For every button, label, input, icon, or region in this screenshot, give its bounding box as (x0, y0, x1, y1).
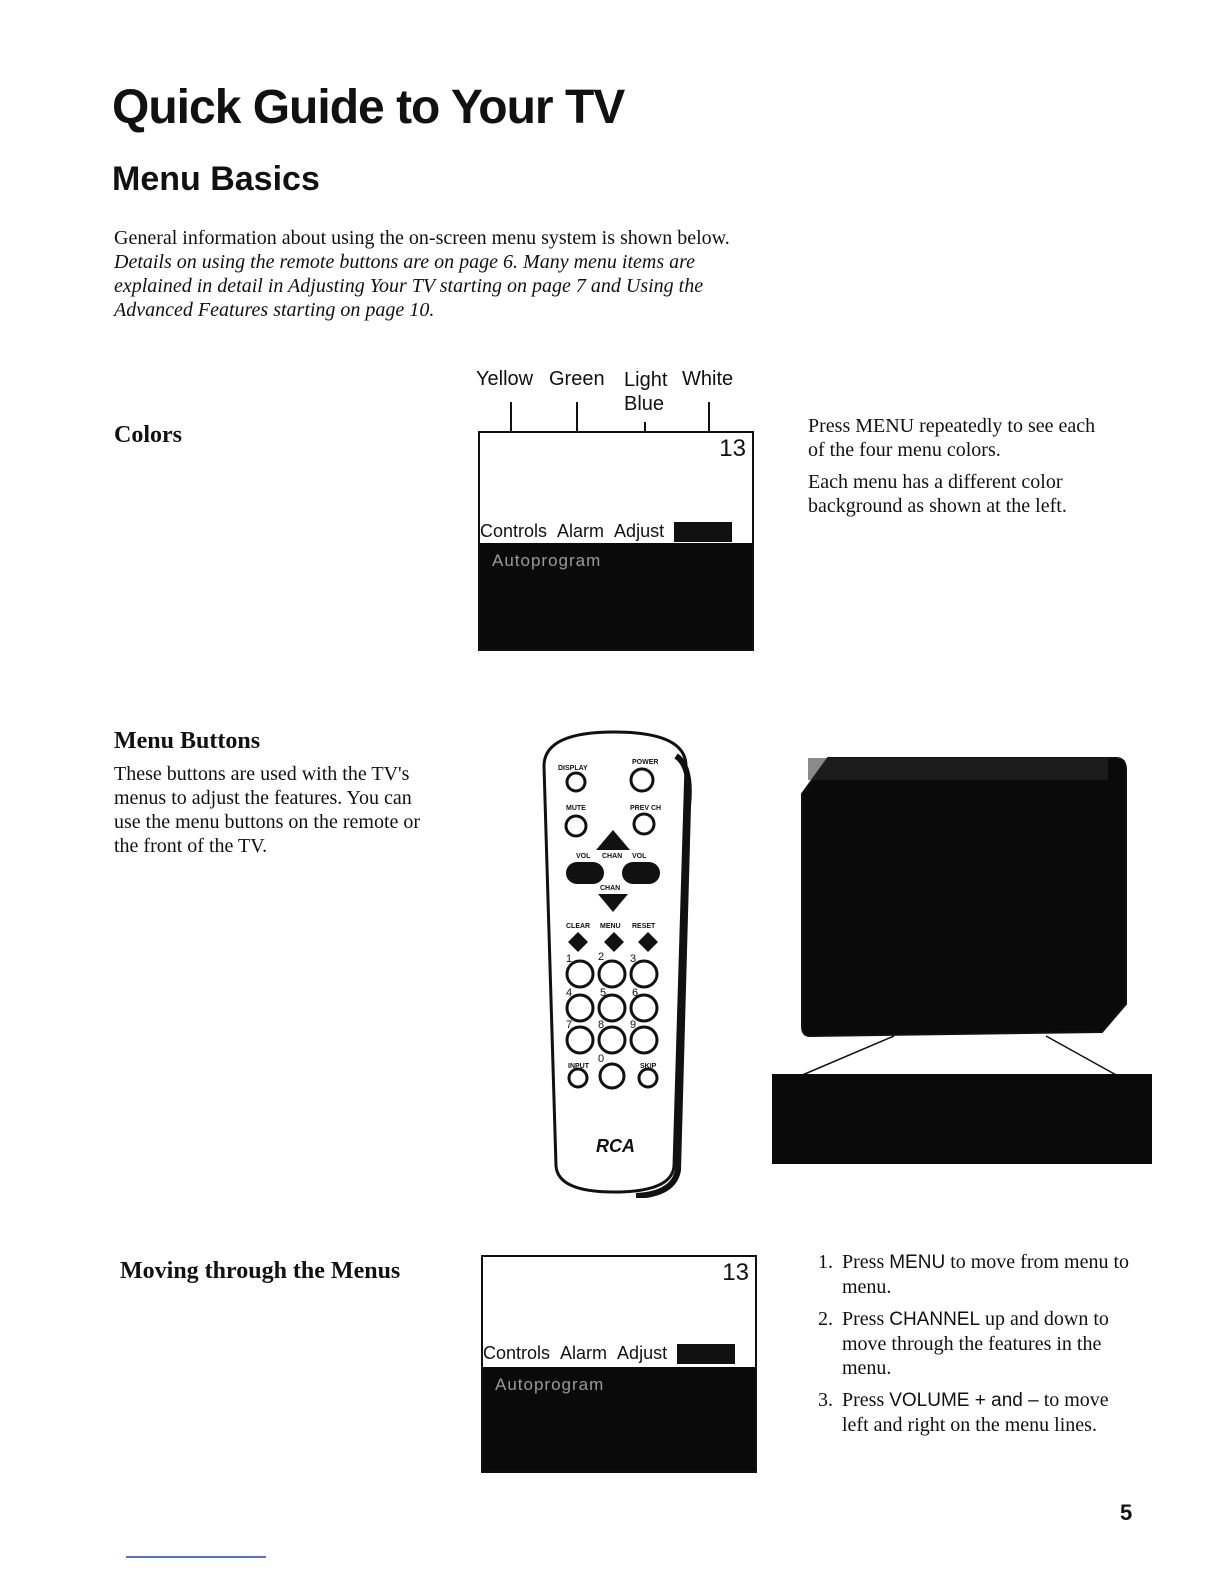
remote-label-reset: RESET (632, 923, 656, 930)
moving-menu-screen (481, 1255, 757, 1473)
color-label-green: Green (549, 368, 605, 390)
menu-item-autoprogram: Autoprogram (492, 551, 602, 570)
color-label-white: White (682, 368, 734, 390)
digit-label-3: 3 (630, 953, 637, 965)
tv-front-panel (772, 1074, 1152, 1164)
tv-illustration (770, 754, 1154, 1166)
tab-controls: Controls (480, 521, 548, 541)
remote-label-vol-right: VOL (632, 853, 647, 860)
vol-up-button[interactable] (622, 862, 660, 884)
color-label-light-blue: Light Blue (624, 369, 668, 415)
tab-alarm: Alarm (557, 521, 605, 541)
remote-control (536, 726, 696, 1198)
remote-label-power: POWER (632, 759, 659, 766)
digit-label-5: 5 (600, 987, 607, 999)
step-2: 2. Press CHANNEL up and down to move through the features in the menu. (838, 1307, 1136, 1380)
remote-label-clear: CLEAR (566, 923, 591, 930)
tab-adjust: Adjust (617, 1343, 668, 1363)
digit-label-8: 8 (598, 1019, 605, 1031)
step-3: 3. Press VOLUME + and – to move left and right on the menu lines. (838, 1388, 1136, 1437)
section-title: Menu Basics (112, 160, 320, 198)
footer-rule (126, 1556, 266, 1558)
channel-number: 13 (722, 1259, 749, 1286)
vol-down-button[interactable] (566, 862, 604, 884)
remote-label-skip: SKIP (640, 1063, 657, 1070)
digit-label-6: 6 (632, 987, 639, 999)
digit-label-7: 7 (566, 1019, 573, 1031)
intro-italic: Details on using the remote buttons are on page 6. Many menu items are explained in detail in Adjusting Your TV starting on page 7 and Using the Advanced Features starting on page 10. (114, 251, 704, 321)
tab-alarm: Alarm (560, 1343, 608, 1363)
menu-body (483, 1367, 755, 1471)
channel-number: 13 (719, 435, 746, 462)
step-1: 1. Press MENU to move from menu to menu. (838, 1250, 1136, 1299)
tab-selected (677, 1344, 735, 1364)
menu-buttons-text: These buttons are used with the TV's menus to adjust the features. You can use the menu buttons on the remote or the front of the TV. (114, 763, 421, 857)
moving-heading: Moving through the Menus (120, 1258, 401, 1284)
remote-label-vol-left: VOL (576, 853, 591, 860)
intro-plain: General information about using the on-screen menu system is shown below. (114, 227, 730, 249)
colors-menu-screen (478, 431, 754, 651)
color-label-yellow: Yellow (476, 368, 534, 390)
remote-label-input: INPUT (568, 1063, 589, 1070)
digit-label-4: 4 (566, 987, 573, 999)
menu-item-autoprogram: Autoprogram (495, 1375, 605, 1394)
rca-logo: RCA (596, 1136, 635, 1156)
intro-paragraph (114, 226, 764, 322)
menu-body (480, 543, 752, 649)
remote-label-mute: MUTE (566, 805, 586, 812)
menu-buttons-heading: Menu Buttons (114, 728, 261, 754)
tab-selected (674, 522, 732, 542)
digit-label-0: 0 (598, 1053, 605, 1065)
colors-description-2: Each menu has a different color background as shown at the left. (808, 471, 1067, 517)
remote-label-prevch: PREV CH (630, 805, 662, 812)
digit-label-2: 2 (598, 951, 605, 963)
tab-adjust: Adjust (614, 521, 665, 541)
page-number: 5 (1120, 1500, 1133, 1525)
digit-label-9: 9 (630, 1019, 637, 1031)
tab-controls: Controls (483, 1343, 551, 1363)
remote-label-display: DISPLAY (558, 765, 588, 772)
menu-tab-bar (483, 1343, 735, 1364)
colors-heading: Colors (114, 422, 182, 448)
colors-description-1: Press MENU repeatedly to see each of the four menu colors. (808, 415, 1096, 461)
menu-tab-bar (480, 521, 732, 542)
remote-label-menu: MENU (600, 923, 621, 930)
remote-label-chan-top: CHAN (602, 853, 623, 860)
digit-label-1: 1 (566, 953, 573, 965)
page-title: Quick Guide to Your TV (112, 81, 625, 134)
moving-steps (806, 1250, 1136, 1445)
remote-label-chan-bottom: CHAN (600, 885, 621, 892)
